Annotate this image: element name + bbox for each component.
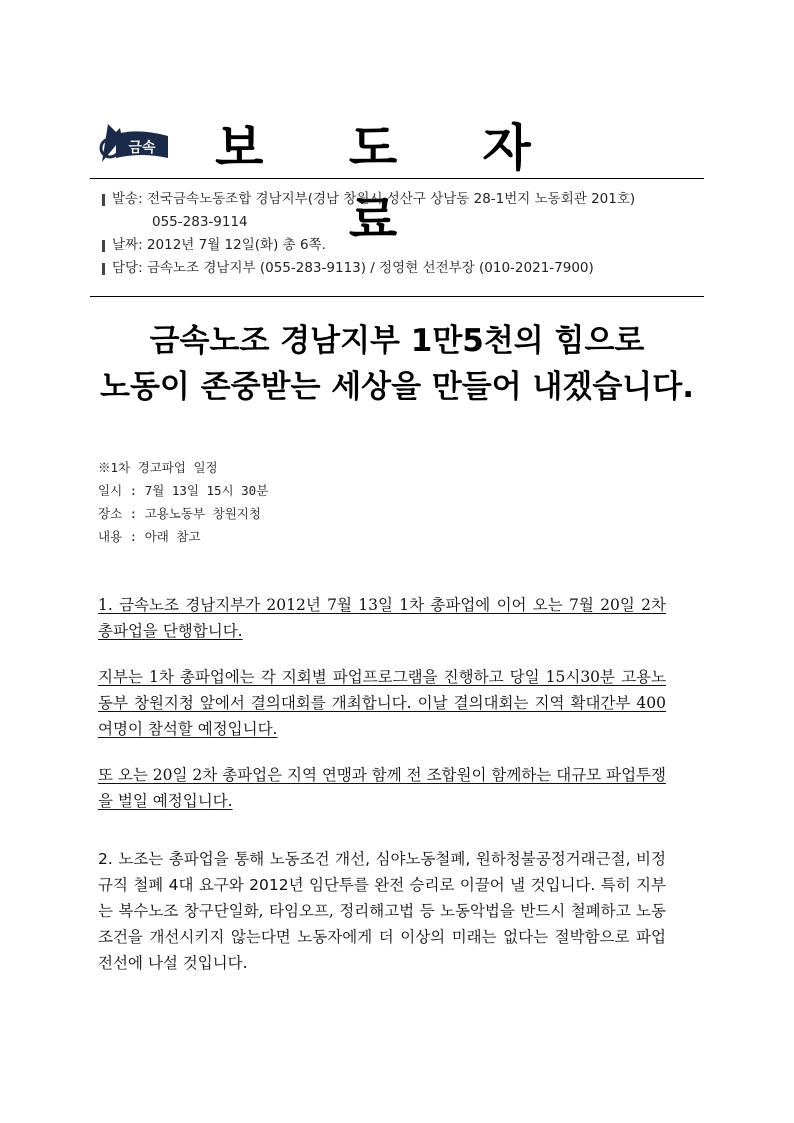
sender-label: 발송:	[112, 191, 143, 207]
meta-contact	[102, 257, 635, 280]
bullet-bar	[102, 194, 105, 206]
strike-schedule	[98, 456, 268, 548]
document-title: 보 도 자 료	[215, 119, 565, 249]
headline-line-1: 금속노조 경남지부 1만5천의 힘으로	[149, 323, 645, 359]
meta-date	[102, 234, 635, 257]
contact-label: 담당:	[112, 260, 143, 276]
meta-sender-phone	[102, 211, 635, 234]
paragraph-2	[98, 664, 666, 742]
schedule-content: 내용 : 아래 참고	[98, 529, 201, 544]
paragraph-4	[98, 846, 666, 976]
meta-sender	[102, 188, 635, 211]
bullet-bar	[102, 240, 105, 252]
headline-line-2: 노동이 존중받는 세상을 만들어 내겠습니다.	[100, 369, 694, 405]
union-logo-icon	[98, 118, 172, 172]
paragraph-3-text: 또 오는 20일 2차 총파업은 지역 연맹과 함께 전 조합원이 함께하는 대규모 파업투쟁을 벌일 예정입니다.	[98, 766, 666, 810]
sender-text: 전국금속노동조합 경남지부(경남 창원시 성산구 상남동 28-1번지 노동회관 201호)	[146, 191, 636, 207]
logo-text: 금속	[128, 140, 156, 156]
paragraph-3	[98, 762, 666, 814]
bullet-bar	[102, 263, 105, 275]
schedule-place: 장소 : 고용노동부 창원지청	[98, 506, 261, 521]
divider-bottom	[90, 296, 704, 297]
paragraph-1-text: 1. 금속노조 경남지부가 2012년 7월 13일 1차 총파업에 이어 오는 7월 20일 2차 총파업을 단행합니다.	[98, 596, 666, 640]
paragraph-4-lead: 2. 노조는 총파업을 통해 노동조건 개선, 심야노동철폐, 원하청불공정거래근절, 비정규직 철폐 4대 요구와 2012년 임단투를 완전 승리로 이끌어 낼 것입니다.	[98, 850, 666, 894]
union-logo	[98, 118, 172, 172]
paragraph-2-text: 지부는 1차 총파업에는 각 지회별 파업프로그램을 진행하고 당일 15시30분 고용노동부 창원지청 앞에서 결의대회를 개최합니다. 이날 결의대회는 지역 확대간부 400여명이 참석할 예정입니다.	[98, 668, 666, 738]
contact-text: 금속노조 경남지부 (055-283-9113) / 정영현 선전부장 (010-2021-7900)	[146, 260, 594, 276]
paragraph-4-rest: 특히 지부는 복수노조 창구단일화, 타임오프, 정리해고법 등 노동악법을 반드시 철폐하고 노동조건을 개선시키지 않는다면 노동자에게 더 이상의 미래는 없다는 절박함으로 파업 전선에 나설 것입니다.	[98, 876, 666, 972]
schedule-time: 일시 : 7월 13일 15시 30분	[98, 483, 269, 498]
date-label: 날짜:	[112, 237, 143, 253]
date-text: 2012년 7월 12일(화) 총 6쪽.	[146, 237, 326, 253]
sender-phone: 055-283-9114	[152, 214, 248, 230]
schedule-heading: ※1차 경고파업 일정	[98, 460, 218, 475]
divider-top	[90, 178, 704, 179]
press-meta	[102, 188, 635, 280]
headline	[90, 318, 704, 410]
paragraph-1	[98, 592, 666, 644]
